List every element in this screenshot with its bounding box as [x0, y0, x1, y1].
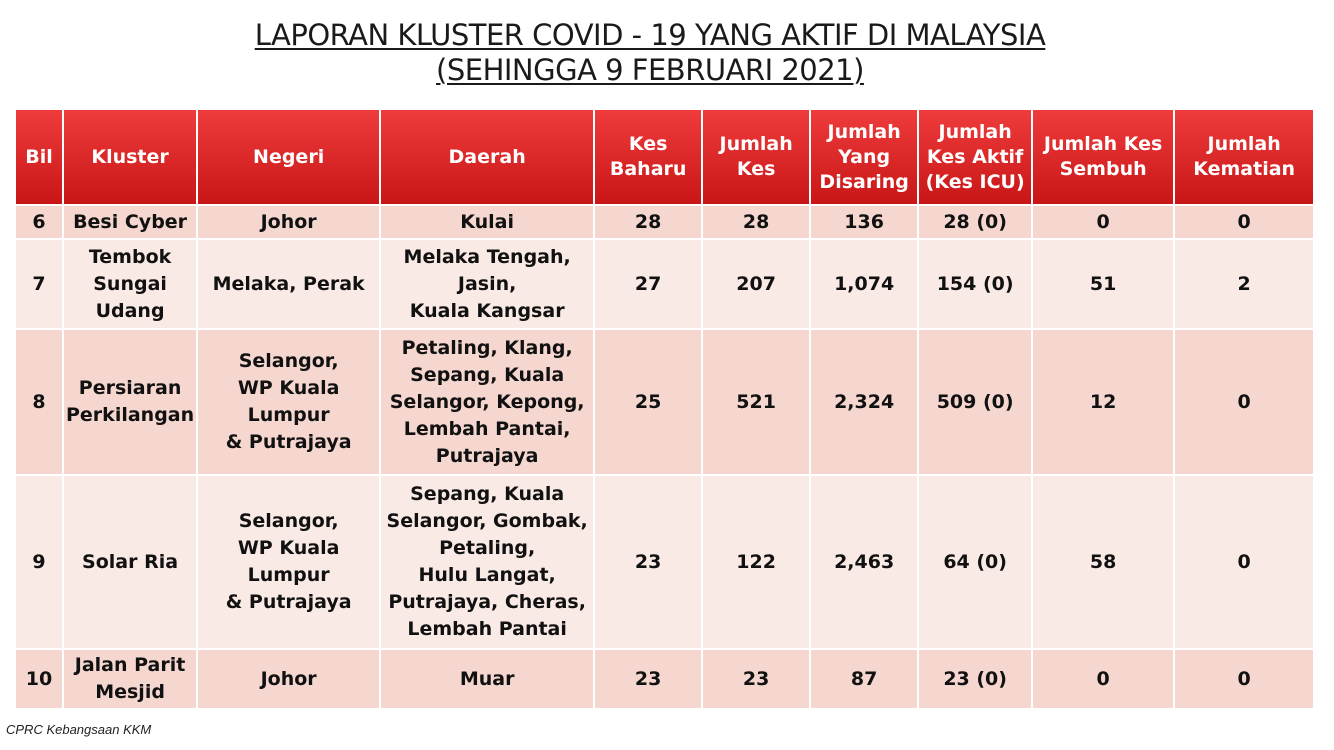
header-kes-sembuh: Jumlah Kes Sembuh	[1033, 110, 1173, 204]
cell-jumlah-kes: 207	[703, 240, 809, 328]
cell-kluster: Besi Cyber	[64, 206, 196, 238]
cell-jumlah-kes: 521	[703, 330, 809, 474]
cell-daerah: Petaling, Klang, Sepang, Kuala Selangor, Kepong, Lembah Pantai, Putrajaya	[381, 330, 593, 474]
cell-kes-sembuh: 58	[1033, 476, 1173, 648]
cell-daerah: Kulai	[381, 206, 593, 238]
cell-kes-sembuh: 0	[1033, 650, 1173, 708]
header-bil: Bil	[16, 110, 62, 204]
table-row	[16, 240, 1313, 328]
cluster-table	[14, 108, 1315, 710]
source-credit: CPRC Kebangsaan KKM	[6, 722, 152, 737]
cell-negeri: Johor	[198, 206, 379, 238]
cell-kes-sembuh: 12	[1033, 330, 1173, 474]
cell-kluster: Jalan Parit Mesjid	[64, 650, 196, 708]
cell-jumlah-disaring: 2,463	[811, 476, 917, 648]
cell-jumlah-disaring: 87	[811, 650, 917, 708]
cell-daerah: Sepang, Kuala Selangor, Gombak, Petaling, Hulu Langat, Putrajaya, Cheras, Lembah Pantai	[381, 476, 593, 648]
cell-kes-aktif: 64 (0)	[919, 476, 1031, 648]
table-row	[16, 476, 1313, 648]
cell-kematian: 0	[1175, 206, 1313, 238]
report-title	[0, 18, 1300, 88]
cell-negeri: Selangor, WP Kuala Lumpur & Putrajaya	[198, 330, 379, 474]
cell-bil: 7	[16, 240, 62, 328]
cell-kes-baharu: 28	[595, 206, 701, 238]
cell-kes-baharu: 23	[595, 650, 701, 708]
cell-jumlah-kes: 23	[703, 650, 809, 708]
cell-jumlah-kes: 122	[703, 476, 809, 648]
table-header-row	[16, 110, 1313, 204]
cell-kematian: 0	[1175, 650, 1313, 708]
header-kematian: Jumlah Kematian	[1175, 110, 1313, 204]
header-daerah: Daerah	[381, 110, 593, 204]
header-kluster: Kluster	[64, 110, 196, 204]
header-negeri: Negeri	[198, 110, 379, 204]
cell-kes-aktif: 23 (0)	[919, 650, 1031, 708]
cell-negeri: Melaka, Perak	[198, 240, 379, 328]
cell-kematian: 0	[1175, 476, 1313, 648]
cell-daerah: Muar	[381, 650, 593, 708]
cell-kluster: Tembok Sungai Udang	[64, 240, 196, 328]
cell-jumlah-disaring: 136	[811, 206, 917, 238]
cell-negeri: Selangor, WP Kuala Lumpur & Putrajaya	[198, 476, 379, 648]
cell-daerah: Melaka Tengah, Jasin, Kuala Kangsar	[381, 240, 593, 328]
cell-negeri: Johor	[198, 650, 379, 708]
cell-bil: 9	[16, 476, 62, 648]
cell-bil: 10	[16, 650, 62, 708]
report-title-line1: LAPORAN KLUSTER COVID - 19 YANG AKTIF DI MALAYSIA	[254, 18, 1046, 52]
cell-jumlah-disaring: 1,074	[811, 240, 917, 328]
cell-kes-baharu: 23	[595, 476, 701, 648]
cell-kluster: Persiaran Perkilangan	[64, 330, 196, 474]
header-jumlah-kes: Jumlah Kes	[703, 110, 809, 204]
header-kes-baharu: Kes Baharu	[595, 110, 701, 204]
cell-kes-sembuh: 51	[1033, 240, 1173, 328]
cell-kematian: 2	[1175, 240, 1313, 328]
cell-kes-baharu: 27	[595, 240, 701, 328]
table-row	[16, 650, 1313, 708]
report-title-line2: (SEHINGGA 9 FEBRUARI 2021)	[436, 53, 864, 87]
cell-kes-aktif: 509 (0)	[919, 330, 1031, 474]
table-row	[16, 206, 1313, 238]
header-jumlah-disaring: Jumlah Yang Disaring	[811, 110, 917, 204]
cell-kluster: Solar Ria	[64, 476, 196, 648]
cell-kes-sembuh: 0	[1033, 206, 1173, 238]
cell-jumlah-kes: 28	[703, 206, 809, 238]
cell-kes-baharu: 25	[595, 330, 701, 474]
cell-kes-aktif: 28 (0)	[919, 206, 1031, 238]
cell-bil: 6	[16, 206, 62, 238]
cell-kematian: 0	[1175, 330, 1313, 474]
cell-jumlah-disaring: 2,324	[811, 330, 917, 474]
table-row	[16, 330, 1313, 474]
cell-kes-aktif: 154 (0)	[919, 240, 1031, 328]
header-kes-aktif: Jumlah Kes Aktif (Kes ICU)	[919, 110, 1031, 204]
cell-bil: 8	[16, 330, 62, 474]
